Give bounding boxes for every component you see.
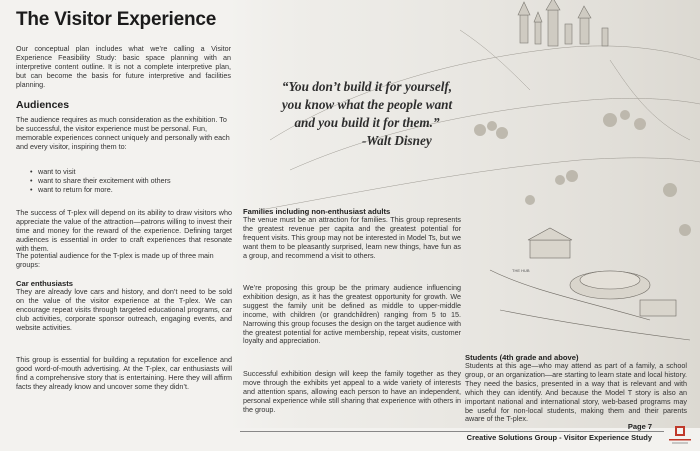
primary-audience-paragraph: We’re proposing this group be the primary audience influencing exhibition design, as it has the greatest opportunity for growth. We suggest the family unit be defined as middle to upper-middle income, with children (or grandchildren) ranging from 5 to 15. Narrowing this group focuses the design on the target audience with the greatest potential for active membership, repeat visits, customer loyalty and appreciation. — [243, 283, 461, 346]
intro-section — [16, 45, 231, 90]
exhibition-design-paragraph: Successful exhibition design will keep the family together as they move through the exhibits yet appeal to a wide variety of interests and attention spans, allowing each person to have an independent, personal experience while still sharing that experience with others in the group. — [243, 369, 461, 414]
audience-goals-list — [26, 168, 226, 195]
success-section — [16, 209, 232, 254]
company-logo-icon — [665, 424, 695, 448]
quote-line: and you build it for them.” — [294, 115, 440, 130]
car-enthusiasts-section — [16, 279, 232, 333]
list-item: • want to visit — [38, 168, 226, 177]
footer-divider — [240, 431, 664, 432]
svg-text:THE HUB: THE HUB — [512, 268, 530, 273]
groups-paragraph: The potential audience for the T-plex is made up of three main groups: — [16, 251, 214, 269]
students-heading: Students (4th grade and above) — [465, 353, 579, 362]
audiences-paragraph: The audience requires as much consideration as the exhibition. To be successful, the visitor experience must be personal. Fun, memorable experiences connect uniquely and personally with each and every visitor, inspiring them to: — [16, 115, 230, 151]
students-section — [465, 353, 687, 424]
exhibition-design-section — [243, 370, 461, 415]
quote-line: “You don’t build it for yourself, — [281, 79, 453, 94]
footer-title: Creative Solutions Group - Visitor Experience Study — [466, 433, 652, 442]
audiences-heading: Audiences — [16, 99, 70, 111]
quote-line: you know what the people want — [281, 97, 453, 112]
list-item: • want to share their excitement with others — [38, 177, 226, 186]
families-heading: Families including non-enthusiast adults — [243, 207, 391, 216]
families-paragraph: The venue must be an attraction for families. This group represents the greatest revenue per capita and the greatest potential for frequent visits. This group may not be interested in Model Ts, but we want them to be pleasantly surprised, learn new things, have fun as a group, and recommend a visit to others. — [243, 215, 461, 260]
page-title: The Visitor Experience — [16, 9, 217, 30]
students-paragraph: Students at this age—who may attend as part of a family, a school group, or an organization—are starting to learn state and local history. They need the basics, presented in a way that is relevant and with which they can identify. And because the Model T story is also an important national and international story, web-based programs may be useful for non-local students, making them and their parents aware of the T-plex. — [465, 361, 688, 424]
car-enthusiasts-paragraph: They are already love cars and history, and don’t need to be sold on the value of the visitor experience at the T-plex. We can encourage repeat visits through targeted educational programs, car club activities, corporate sponsor outreach, engaging events, and website activities. — [16, 287, 232, 332]
walt-disney-quote — [252, 78, 482, 150]
quote-attribution: -Walt Disney — [362, 133, 432, 148]
page-number: Page 7 — [627, 422, 652, 431]
primary-audience-section — [243, 284, 461, 346]
car-enthusiasts-heading: Car enthusiasts — [16, 279, 73, 288]
audiences-section — [16, 116, 232, 152]
reputation-paragraph: This group is essential for building a reputation for excellence and good word-of-mouth advertising. At the T-plex, car enthusiasts will find a comprehensive story that is entertaining. Here they will affirm facts they already know and uncover some they didn’t. — [16, 355, 232, 391]
families-section — [243, 207, 461, 261]
success-paragraph: The success of T-plex will depend on its ability to draw visitors who appreciate the value of the attraction—patrons willing to invest their time and money for the reward of the experience. Defining target audiences is essential in order to craft experiences that resonate with them. — [16, 208, 232, 253]
list-item: • want to return for more. — [38, 186, 226, 195]
intro-paragraph: Our conceptual plan includes what we’re calling a Visitor Experience Feasibility Study: basic space planning with an interpretive content outline. It is not a complete interpretive plan, but can become the basis for future interpretive and facilities planning. — [16, 44, 231, 89]
groups-section — [16, 252, 232, 270]
reputation-section — [16, 356, 232, 392]
